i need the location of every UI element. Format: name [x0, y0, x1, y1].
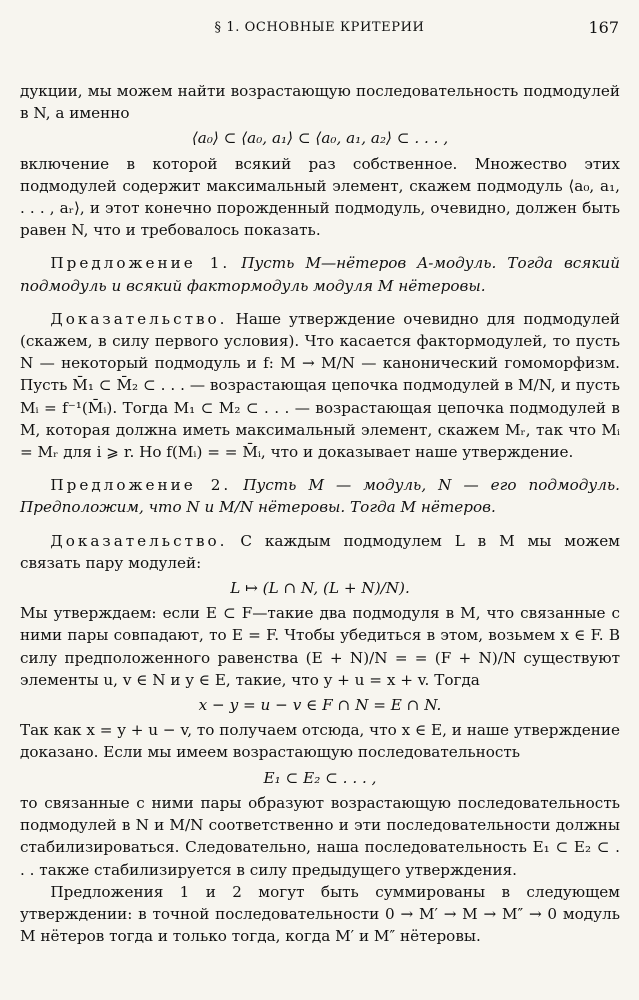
- paragraph-stabilization: то связанные с ними пары образуют возрастающую последовательность подмодулей в N и M/N соответственно и эти последовательности должны стабилизироваться. Следовательно, наша последовательность E₁ ⊂ E₂ ⊂ . . . также стабилизируется в силу предыдущего утверждения.: [20, 793, 620, 879]
- proof-1-text: Наше утверждение очевидно для подмодулей (скажем, в силу первого условия). Что касается фактормодулей, то пусть N — некоторый подмодуль и f: M → M/N — канонический гомоморфизм. Пусть M̄₁ ⊂ M̄₂ ⊂ . . . — возрастающая цепочка подмодулей в M/N, и пусть Mᵢ = f⁻¹(M̄ᵢ). Тогда M₁ ⊂ M₂ ⊂ . . . — возрастающая цепочка подмодулей в M, которая должна иметь максимальный элемент, скажем Mᵣ, так что Mᵢ = Mᵣ для i ⩾ r. Но f(Mᵢ) = = M̄ᵢ, что и доказывает наше утверждение.: [20, 309, 621, 462]
- running-title: § 1. ОСНОВНЫЕ КРИТЕРИИ: [214, 20, 425, 35]
- proposition-2-label: Предложение 2.: [50, 476, 232, 495]
- proposition-2: [20, 474, 620, 518]
- proof-2-label: Доказательство.: [50, 531, 228, 550]
- running-header: [0, 16, 639, 40]
- formula-chain: ⟨a₀⟩ ⊂ ⟨a₀, a₁⟩ ⊂ ⟨a₀, a₁, a₂⟩ ⊂ . . . ,: [191, 129, 449, 148]
- paragraph-conclusion: Так как x = y + u − v, то получаем отсюда, что x ∈ E, и наше утверждение доказано. Если мы имеем возрастающую последовательность: [20, 721, 620, 762]
- proof-2: [20, 530, 620, 574]
- formula-pair-map: L ↦ (L ∩ N, (L + N)/N).: [230, 579, 410, 598]
- paragraph-maximal-element: включение в которой всякий раз собственное. Множество этих подмодулей содержит максимальный элемент, скажем подмодуль ⟨a₀, a₁, . . . , aᵣ⟩, и этот конечно порожденный подмодуль, очевидно, должен быть равен N, что и требовалось показать.: [20, 154, 620, 240]
- paragraph-claim: Мы утверждаем: если E ⊂ F—такие два подмодуля в M, что связанные с ними пары совпадают, то E = F. Чтобы убедиться в этом, возьмем x ∈ F. В силу предположенного равенства (E + N)/N = = (F + N)/N существуют элементы u, v ∈ N и y ∈ E, такие, что y + u = x + v. Тогда: [20, 604, 620, 689]
- page-number: 167: [588, 18, 619, 37]
- proposition-2-text: Пусть M — модуль, N — его подмодуль. Предположим, что N и M/N нётеровы. Тогда M нётеров.: [20, 476, 620, 517]
- paragraph-continuation: дукции, мы можем найти возрастающую последовательность подмодулей в N, а именно: [20, 82, 620, 123]
- proof-1-label: Доказательство.: [50, 309, 228, 328]
- proposition-1-label: Предложение 1.: [50, 254, 231, 273]
- formula-difference: x − y = u − v ∈ F ∩ N = E ∩ N.: [198, 696, 442, 715]
- proposition-1-text: Пусть M—нётеров A-модуль. Тогда всякий подмодуль и всякий фактормодуль модуля M нётеровы.: [20, 254, 620, 295]
- paragraph-summary: Предложения 1 и 2 могут быть суммированы в следующем утверждении: в точной последовательности 0 → M′ → M → M″ → 0 модуль M нётеров тогда и только тогда, когда M′ и M″ нётеровы.: [20, 882, 620, 946]
- formula-ascending-chain: E₁ ⊂ E₂ ⊂ . . . ,: [263, 768, 377, 787]
- proposition-1: [20, 252, 620, 296]
- proof-1: [20, 308, 620, 463]
- proof-2-text: С каждым подмодулем L в M мы можем связать пару модулей:: [20, 531, 620, 572]
- page-body: [20, 80, 620, 947]
